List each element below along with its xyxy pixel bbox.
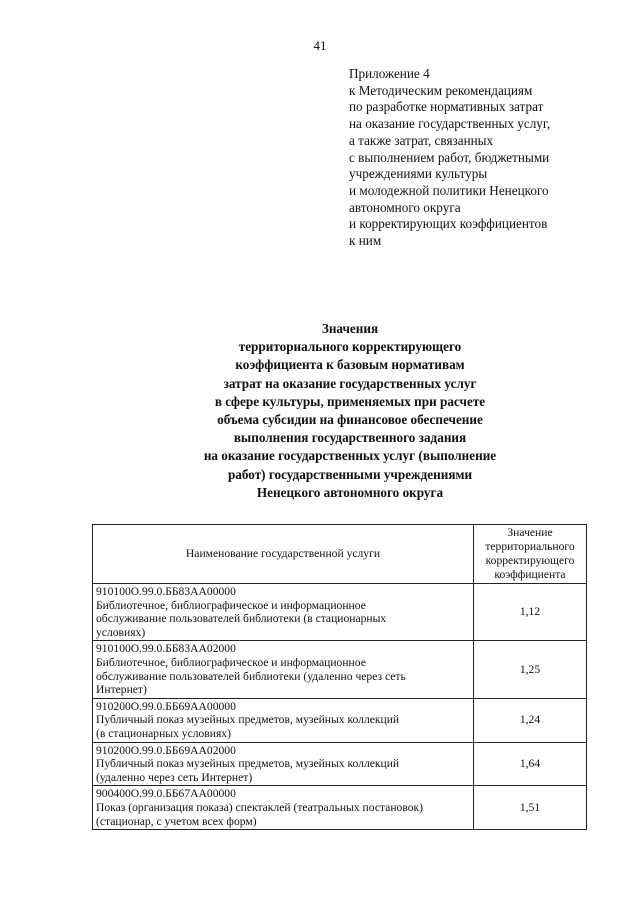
page-number: 41: [313, 38, 327, 53]
header-value-line: корректирующего: [485, 554, 575, 567]
service-text-line: обслуживание пользователей библиотеки (в стационарных: [96, 612, 387, 626]
title-line: на оказание государственных услуг (выполнение: [203, 448, 497, 464]
service-name-cell: [93, 698, 474, 742]
service-code: 910200О.99.0.ББ69АА02000: [96, 743, 236, 757]
service-code: 910200О.99.0.ББ69АА00000: [96, 699, 236, 713]
header-coefficient-value: [474, 525, 587, 584]
header-service-name: Наименование государственной услуги: [93, 525, 474, 584]
service-name-cell: [93, 786, 474, 830]
service-text-line: Публичный показ музейных предметов, музейных коллекций: [96, 757, 400, 771]
service-code: 910100О.99.0.ББ83АА02000: [96, 642, 236, 656]
header-value-line: коэффициента: [494, 568, 566, 581]
appendix-line: на оказание государственных услуг,: [349, 116, 551, 132]
coefficients-table: [92, 524, 587, 830]
coefficient-value-cell: 1,12: [474, 584, 587, 641]
appendix-line: Приложение 4: [349, 66, 430, 81]
table-row: [93, 742, 587, 786]
title-line: работ) государственными учреждениями: [227, 466, 473, 482]
service-text-line: (в стационарных условиях): [96, 726, 231, 740]
document-title: [70, 320, 630, 502]
service-text-line: Публичный показ музейных предметов, музейных коллекций: [96, 713, 400, 727]
service-code: 910100О.99.0.ББ83АА00000: [96, 585, 236, 598]
title-line: затрат на оказание государственных услуг: [223, 375, 477, 391]
coefficient-value-cell: 1,25: [474, 641, 587, 698]
appendix-line: по разработке нормативных затрат: [349, 99, 544, 115]
table-row: [93, 698, 587, 742]
title-line: коэффициента к базовым нормативам: [235, 357, 465, 373]
service-text-line: Интернет): [96, 683, 147, 697]
service-text-line: Показ (организация показа) спектаклей (театральных постановок): [96, 800, 424, 814]
table-header-row: [93, 525, 587, 584]
appendix-line: а также затрат, связанных: [349, 132, 494, 148]
appendix-line: к Методическим рекомендациям: [349, 82, 533, 98]
appendix-line: автономного округа: [349, 199, 461, 215]
appendix-header: [349, 66, 629, 250]
service-text-line: условиях): [96, 625, 146, 639]
table-row: [93, 786, 587, 830]
title-line: выполнения государственного задания: [233, 430, 467, 446]
title-line: объема субсидии на финансовое обеспечение: [217, 412, 483, 428]
service-name-cell: [93, 742, 474, 786]
table-row: [93, 641, 587, 698]
title-line: Ненецкого автономного округа: [256, 484, 444, 500]
title-line: в сфере культуры, применяемых при расчете: [214, 393, 486, 409]
service-code: 900400О.99.0.ББ67АА00000: [96, 787, 236, 801]
service-text-line: обслуживание пользователей библиотеки (удаленно через сеть: [96, 669, 406, 683]
service-text-line: Библиотечное, библиографическое и информационное: [96, 598, 366, 612]
title-line: территориального корректирующего: [238, 339, 462, 355]
title-line: Значения: [321, 321, 379, 336]
appendix-line: и корректирующих коэффициентов: [349, 216, 548, 232]
table-row: [93, 584, 587, 641]
coefficient-value-cell: 1,51: [474, 786, 587, 830]
service-name-cell: [93, 641, 474, 698]
appendix-line: учреждениями культуры: [349, 166, 488, 182]
appendix-line: с выполнением работ, бюджетными: [349, 149, 550, 165]
appendix-line: и молодежной политики Ненецкого: [349, 182, 549, 198]
service-text-line: (удаленно через сеть Интернет): [96, 770, 253, 784]
header-value-line: территориального: [485, 540, 575, 553]
service-text-line: (стационар, с учетом всех форм): [96, 814, 257, 828]
service-name-cell: [93, 584, 474, 641]
coefficient-value-cell: 1,64: [474, 742, 587, 786]
appendix-line: к ним: [349, 233, 382, 249]
service-text-line: Библиотечное, библиографическое и информационное: [96, 655, 366, 669]
coefficient-value-cell: 1,24: [474, 698, 587, 742]
header-value-line: Значение: [507, 526, 553, 539]
